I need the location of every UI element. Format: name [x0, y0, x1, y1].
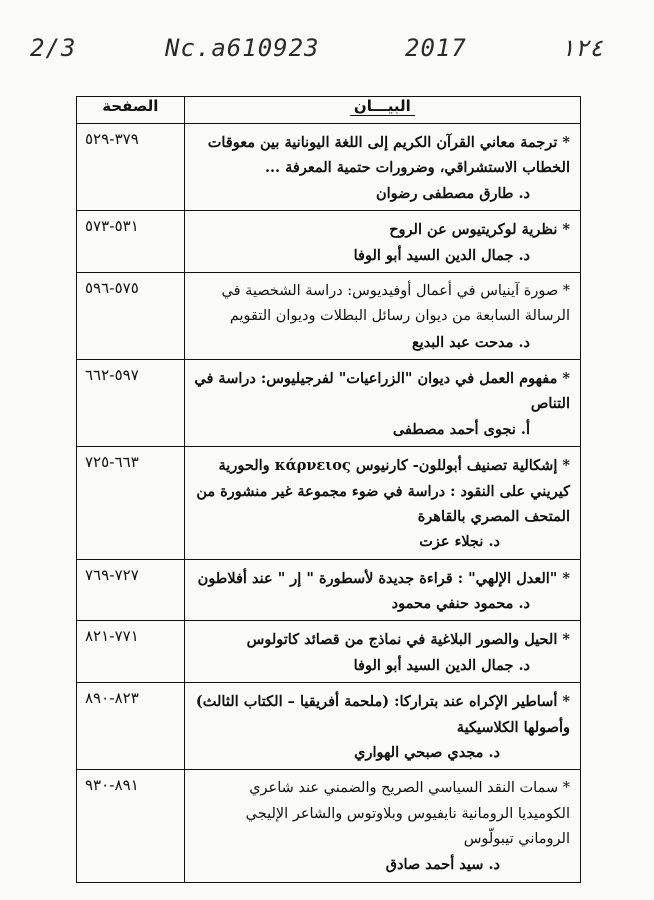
entry-title: * الحيل والصور البلاغية في نماذج من قصائد كاتولوس — [246, 631, 570, 649]
entry-author: أ. نجوى أحمد مصطفى — [392, 420, 530, 438]
entry-title: * إشكالية تصنيف أبوللون- كارنيوس κάρνειος والحورية كيريني على النقود : دراسة في ضوء مجموعة غير منشورة من المتحف المصري بالقاهرة — [196, 457, 570, 525]
entry-pages: ٨٢٣-٨٩٠ — [77, 683, 185, 770]
entry-pages: ٥٩٧-٦٦٢ — [77, 360, 185, 447]
table-row — [77, 770, 581, 883]
entry-author: د. طارق مصطفى رضوان — [376, 184, 530, 202]
table-row — [77, 360, 581, 447]
entry-cell — [184, 447, 580, 560]
handwritten-note-right: ١٢٤ — [560, 34, 604, 62]
header-title-label: البيـــان — [350, 97, 415, 116]
entry-title: * مفهوم العمل في ديوان "الزراعيات" لفرجيليوس: دراسة في التناص — [194, 370, 570, 413]
entry-title: * "العدل الإلهي" : قراءة جديدة لأسطورة " إر " عند أفلاطون — [197, 569, 570, 587]
entry-pages: ٥٧٥-٥٩٦ — [77, 272, 185, 359]
header-page-cell: الصفحة — [77, 97, 185, 124]
handwritten-accession-number: Nc.a610923 — [165, 34, 320, 62]
entry-cell — [184, 211, 580, 273]
table-row — [77, 272, 581, 359]
table-header-row — [77, 97, 581, 124]
entry-pages: ٧٢٧-٧٦٩ — [77, 559, 185, 621]
entry-pages: ٧٧١-٨٢١ — [77, 621, 185, 683]
entry-title: * صورة آينياس في أعمال أوفيديوس: دراسة الشخصية في الرسالة السابعة من ديوان رسائل البطلات وديوان التقويم — [221, 282, 570, 325]
table-row — [77, 683, 581, 770]
table-row — [77, 559, 581, 621]
entry-title: * أساطير الإكراه عند بتراركا: (ملحمة أفريقيا – الكتاب الثالث) وأصولها الكلاسيكية — [195, 693, 570, 736]
table-row — [77, 447, 581, 560]
entry-title: * سمات النقد السياسي الصريح والضمني عند شاعري الكوميديا الرومانية نايفيوس وبلاوتوس والشاعر الإليجي الروماني تيبولّوس — [245, 780, 570, 847]
entry-title: * نظرية لوكريتيوس عن الروح — [389, 221, 570, 239]
entry-cell — [184, 360, 580, 447]
entry-author: د. مجدي صبحي الهواري — [354, 743, 500, 761]
entry-cell — [184, 683, 580, 770]
handwritten-note-left: 2/3 — [30, 34, 77, 62]
entry-author: د. جمال الدين السيد أبو الوفا — [353, 246, 530, 264]
table-row — [77, 211, 581, 273]
table-of-contents — [76, 96, 581, 883]
entry-cell — [184, 559, 580, 621]
header-title-cell — [184, 97, 580, 124]
entry-author: د. جمال الدين السيد أبو الوفا — [353, 656, 530, 674]
entry-author: د. سيد أحمد صادق — [385, 856, 500, 874]
entry-author: د. نجلاء عزت — [419, 533, 500, 551]
entry-cell — [184, 621, 580, 683]
entry-pages: ٣٧٩-٥٢٩ — [77, 124, 185, 211]
table-row — [77, 621, 581, 683]
entry-cell — [184, 770, 580, 883]
table-row — [77, 124, 581, 211]
entry-author: د. مدحت عبد البديع — [411, 333, 530, 351]
entry-title: * ترجمة معاني القرآن الكريم إلى اللغة اليونانية بين معوقات الخطاب الاستشراقي، وضرورات حتمية المعرفة ... — [207, 134, 570, 177]
entry-cell — [184, 272, 580, 359]
entry-pages: ٨٩١-٩٣٠ — [77, 770, 185, 883]
entry-cell — [184, 124, 580, 211]
handwritten-year: 2017 — [405, 34, 467, 62]
entry-author: د. محمود حنفي محمود — [391, 595, 530, 612]
entry-pages: ٦٦٣-٧٢٥ — [77, 447, 185, 560]
entry-pages: ٥٣١-٥٧٣ — [77, 211, 185, 273]
